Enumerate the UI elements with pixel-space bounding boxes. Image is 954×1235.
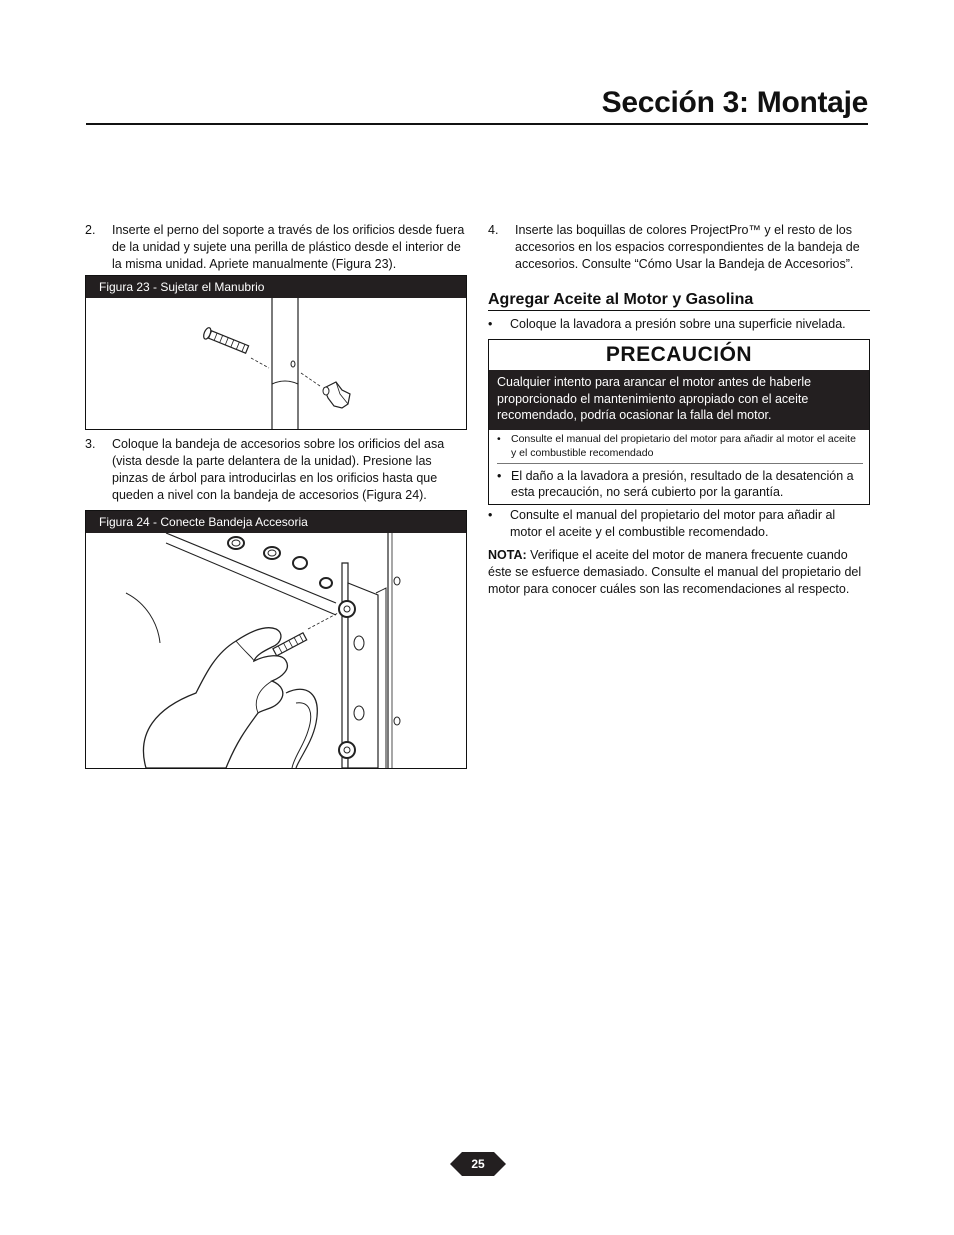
- accessory-tray-illustration: [86, 533, 466, 768]
- bullet-dot: •: [497, 432, 501, 445]
- note-text: Verifique el aceite del motor de manera frecuente cuando éste se esfuerce demasiado. Consulte el manual del propietario del motor para conocer cuáles son las recomendaciones al respecto.: [488, 547, 862, 596]
- note-label: NOTA:: [488, 547, 527, 562]
- caution-title: PRECAUCIÓN: [605, 343, 753, 366]
- step-4: [488, 222, 870, 273]
- handle-bolt-illustration: [86, 298, 466, 429]
- bullet-dot: •: [488, 317, 493, 331]
- bullet-text: Consulte el manual del propietario del motor para añadir al motor el aceite y el combustible recomendado.: [510, 507, 836, 539]
- note-paragraph: [488, 547, 870, 598]
- page-number-badge: [450, 1152, 506, 1176]
- figure-caption: Figura 24 - Conecte Bandeja Accesoria: [86, 511, 466, 533]
- caution-item: [497, 468, 863, 501]
- step-3: [85, 436, 467, 504]
- caution-warning: Cualquier intento para arancar el motor antes de haberle proporcionado el mantenimiento apropiado con el aceite recomendado, podría ocasionar la falla del motor.: [489, 370, 869, 430]
- bullet-item: [488, 507, 870, 541]
- page-number: 25: [471, 1157, 485, 1171]
- figure-caption: Figura 23 - Sujetar el Manubrio: [86, 276, 466, 298]
- figure-24: [85, 510, 467, 769]
- step-2: [85, 222, 467, 273]
- bullet-dot: •: [488, 507, 493, 522]
- caution-list: [489, 430, 869, 504]
- step-number: 2.: [85, 223, 96, 237]
- caution-item-text: El daño a la lavadora a presión, resultado de la desatención a esta precaución, no será cubierto por la garantía.: [511, 468, 854, 499]
- caution-item-text: Consulte el manual del propietario del motor para añadir al motor el aceite y el combustible recomendado: [511, 432, 856, 459]
- bullet-dot: •: [497, 468, 502, 483]
- caution-item: [497, 432, 863, 464]
- caution-box: [488, 339, 870, 505]
- step-number: 3.: [85, 437, 96, 451]
- title-rule: [86, 123, 868, 125]
- figure-23-illustration: [86, 298, 466, 429]
- step-text: Coloque la bandeja de accesorios sobre los orificios del asa (vista desde la parte delantera de la unidad). Presione las pinzas de árbol para introducirlas en los orificios hasta que queden a nivel con la bandeja de accesorios (Figura 24).: [112, 437, 445, 502]
- figure-23: [85, 275, 467, 430]
- bullet-text: Coloque la lavadora a presión sobre una superficie nivelada.: [510, 317, 846, 331]
- step-number: 4.: [488, 223, 499, 237]
- figure-24-illustration: [86, 533, 466, 768]
- right-column: [488, 222, 870, 598]
- left-column: [85, 222, 467, 769]
- section-heading: Agregar Aceite al Motor y Gasolina: [488, 291, 870, 311]
- step-text: Inserte el perno del soporte a través de los orificios desde fuera de la unidad y sujete una perilla de plástico desde el interior de la misma unidad. Apriete manualmente (Figura 23).: [112, 223, 465, 271]
- step-text: Inserte las boquillas de colores ProjectPro™ y el resto de los accesorios en los espacios correspondientes de la bandeja de accesorios. Consulte “Cómo Usar la Bandeja de Accesorios”.: [515, 223, 860, 271]
- bullet-item: [488, 316, 870, 333]
- page-title: Sección 3: Montaje: [601, 86, 868, 119]
